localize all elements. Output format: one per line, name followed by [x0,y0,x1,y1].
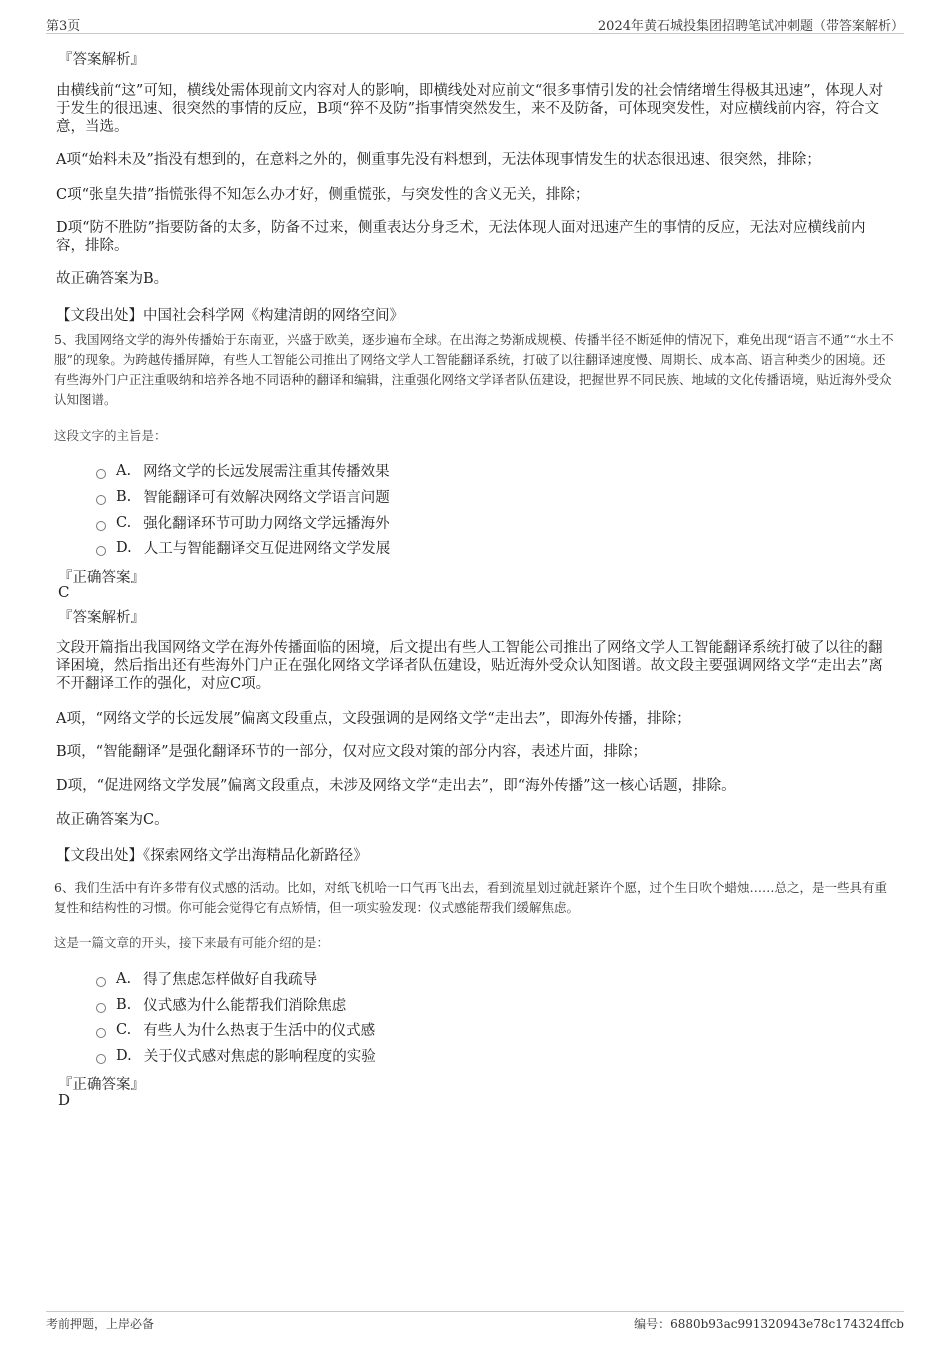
analysis-paragraph: 文段开篇指出我国网络文学在海外传播面临的困境，后文提出有些人工智能公司推出了网络文学人工智能翻译系统打破了以往的翻译困境，然后指出还有些海外门户正在强化网络文学译者队伍建设，贴近海外受众认知图谱。故文段主要强调网络文学“走出去”离不开翻译工作的强化，对应C项。 [56,640,883,692]
option-d[interactable] [96,1045,376,1066]
radio-icon[interactable] [96,546,106,556]
radio-icon[interactable] [96,1054,106,1064]
question-6-text: 6、我们生活中有许多带有仪式感的活动。比如，对纸飞机哈一口气再飞出去，看到流星划过就赶紧许个愿，过个生日吹个蜡烛……总之，是一些具有重复性和结构性的习惯。你可能会觉得它有点矫情，但一项实验发现：仪式感能帮我们缓解焦虑。 [54,880,887,915]
analysis-conclusion: 故正确答案为B。 [56,271,169,287]
option-letter: A. [116,462,132,479]
option-c[interactable] [96,1019,375,1040]
option-b[interactable] [96,486,390,507]
option-text: 仪式感为什么能帮我们消除焦虑 [143,998,347,1014]
analysis-paragraph: 由横线前“这”可知，横线处需体现前文内容对人的影响，即横线处对应前文“很多事情引发的社会情绪增生得极其迅速”，体现人对于发生的很迅速、很突然的事情的反应，B项“猝不及防”指事情突然发生，来不及防备，可体现突发性，对应横线前内容，符合文意，当选。 [56,83,884,135]
analysis-paragraph: D项“防不胜防”指要防备的太多，防备不过来，侧重表达分身乏术，无法体现人面对迅速产生的事情的反应，无法对应横线前内容，排除。 [56,220,866,254]
option-text: 强化翻译环节可助力网络文学远播海外 [143,516,390,532]
analysis-paragraph: B项，“智能翻译”是强化翻译环节的一部分，仅对应文段对策的部分内容，表述片面，排除； [56,744,647,760]
radio-icon[interactable] [96,1028,106,1038]
answer-analysis-label: 『答案解析』 [58,610,145,626]
analysis-paragraph: D项，“促进网络文学发展”偏离文段重点，未涉及网络文学“走出去”，即“海外传播”这一核心话题，排除。 [56,778,736,794]
correct-answer: D [58,1091,71,1109]
option-d[interactable] [96,537,390,558]
correct-answer-label: 『正确答案』 [58,570,145,586]
option-letter: B. [116,996,132,1013]
passage-source: 【文段出处】《探索网络文学出海精品化新路径》 [56,848,368,864]
option-letter: C. [116,514,132,531]
analysis-paragraph: A项，“网络文学的长远发展”偏离文段重点，文段强调的是网络文学“走出去”，即海外传播，排除； [56,711,691,727]
footer-slogan: 考前押题，上岸必备 [46,1317,155,1331]
radio-icon[interactable] [96,495,106,505]
page-footer [46,1311,904,1331]
radio-icon[interactable] [96,469,106,479]
question-6-prompt: 这是一篇文章的开头，接下来最有可能介绍的是： [54,935,330,950]
correct-answer-label: 『正确答案』 [58,1077,145,1093]
document-id: 编号：6880b93ac991320943e78c174324ffcb [634,1317,904,1331]
option-text: 得了焦虑怎样做好自我疏导 [143,972,318,988]
option-c[interactable] [96,512,390,533]
option-text: 有些人为什么热衷于生活中的仪式感 [143,1023,376,1039]
option-letter: A. [116,970,132,987]
page-header [46,13,904,34]
radio-icon[interactable] [96,1003,106,1013]
option-b[interactable] [96,994,346,1015]
correct-answer: C [58,583,70,601]
option-a[interactable] [96,968,317,989]
option-letter: D. [116,539,132,556]
analysis-paragraph: C项“张皇失措”指慌张得不知怎么办才好，侧重慌张，与突发性的含义无关，排除； [56,187,590,203]
option-letter: C. [116,1021,132,1038]
option-text: 智能翻译可有效解决网络文学语言问题 [143,490,390,506]
question-5-text: 5、我国网络文学的海外传播始于东南亚，兴盛于欧美，逐步遍布全球。在出海之势渐成规模、传播半径不断延伸的情况下，难免出现“语言不通”“水土不服”的现象。为跨越传播屏障，有些人工智能公司推出了网络文学人工智能翻译系统，打破了以往翻译速度慢、周期长、成本高、语言种类少的困境。还有些海外门户正注重吸纳和培养各地不同语种的翻译和编辑，注重强化网络文学译者队伍建设，把握世界不同民族、地域的文化传播语境，贴近海外受众认知图谱。 [54,332,894,407]
analysis-conclusion: 故正确答案为C。 [56,812,169,828]
page-number: 第3页 [46,19,81,34]
option-letter: B. [116,488,132,505]
option-text: 人工与智能翻译交互促进网络文学发展 [143,541,391,557]
passage-source: 【文段出处】中国社会科学网《构建清朗的网络空间》 [56,308,404,324]
option-letter: D. [116,1047,132,1064]
analysis-paragraph: A项“始料未及”指没有想到的，在意料之外的，侧重事先没有料想到，无法体现事情发生的状态很迅速、很突然，排除； [56,152,821,168]
radio-icon[interactable] [96,521,106,531]
question-5-prompt: 这段文字的主旨是： [54,428,167,443]
option-a[interactable] [96,460,390,481]
option-text: 关于仪式感对焦虑的影响程度的实验 [143,1049,376,1065]
answer-analysis-label: 『答案解析』 [58,52,145,68]
radio-icon[interactable] [96,977,106,987]
document-title: 2024年黄石城投集团招聘笔试冲刺题（带答案解析） [597,19,904,34]
option-text: 网络文学的长远发展需注重其传播效果 [143,464,390,480]
